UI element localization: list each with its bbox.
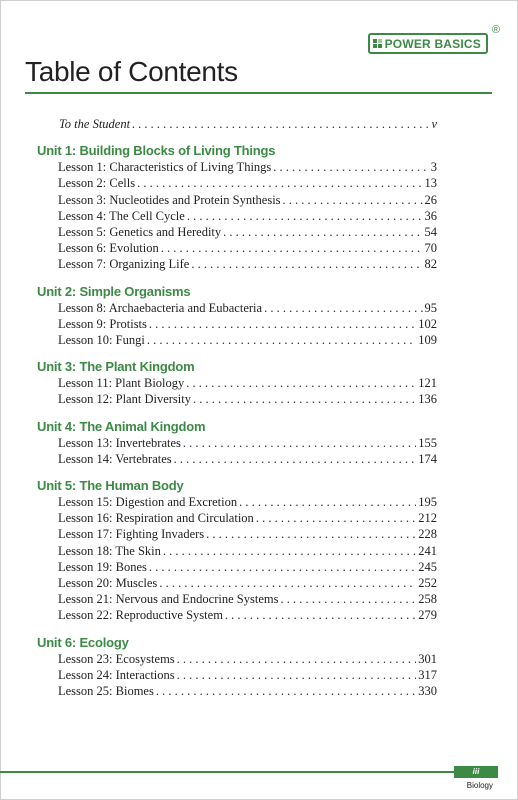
toc-entry-title: Lesson 19: Bones	[58, 559, 147, 574]
toc-entry-title: Lesson 25: Biomes	[58, 684, 154, 699]
toc-entry-lesson[interactable]	[37, 526, 437, 542]
toc-entry-page: 195	[418, 495, 437, 510]
toc-entry-page: 301	[418, 651, 437, 666]
toc-entry-page: 258	[418, 592, 437, 607]
toc-entry-page: 228	[418, 527, 437, 542]
toc-entry-title: Lesson 10: Fungi	[58, 333, 145, 348]
toc-entry-title: Lesson 18: The Skin	[58, 543, 161, 558]
unit-heading: Unit 2: Simple Organisms	[37, 283, 191, 299]
toc-entry-lesson[interactable]	[37, 224, 437, 240]
toc-entry-page: 155	[418, 435, 437, 450]
footer-divider	[0, 771, 455, 773]
toc-entry-page: 26	[424, 192, 437, 207]
toc-entry-lesson[interactable]	[37, 435, 437, 451]
toc-entry-lesson[interactable]	[37, 240, 437, 256]
dot-leader	[149, 316, 416, 332]
toc-entry-title: Lesson 23: Ecosystems	[58, 651, 175, 666]
toc-entry-title: Lesson 2: Cells	[58, 176, 136, 191]
page-title: Table of Contents	[25, 56, 238, 87]
toc-entry-lesson[interactable]	[37, 192, 437, 208]
dot-leader	[223, 224, 422, 240]
toc-entry-page: 36	[424, 208, 437, 223]
toc-entry-lesson[interactable]	[37, 256, 437, 272]
toc-entry-page: 330	[418, 684, 437, 699]
dot-leader	[156, 683, 416, 699]
toc-entry-page: 241	[418, 543, 437, 558]
unit-heading: Unit 3: The Plant Kingdom	[37, 359, 195, 375]
toc-entry-lesson[interactable]	[37, 175, 437, 191]
dot-leader	[191, 256, 422, 272]
toc-entry-title: Lesson 7: Organizing Life	[58, 257, 190, 272]
toc-entry-title: Lesson 22: Reproductive System	[58, 608, 223, 623]
toc-entry-title: Lesson 14: Vertebrates	[58, 451, 172, 466]
dot-leader	[273, 159, 428, 175]
logo-grid-icon	[373, 39, 382, 48]
toc-entry-title: Lesson 21: Nervous and Endocrine Systems	[58, 592, 279, 607]
dot-leader	[256, 510, 416, 526]
toc-entry-lesson[interactable]	[37, 451, 437, 467]
dot-leader	[186, 375, 416, 391]
toc-entry-page: 136	[418, 392, 437, 407]
toc-entry-page: 174	[418, 451, 437, 466]
dot-leader	[174, 451, 417, 467]
toc-entry-title: Lesson 20: Muscles	[58, 576, 158, 591]
toc-entry-page: 3	[430, 160, 437, 175]
dot-leader	[147, 332, 416, 348]
unit-section	[37, 358, 437, 407]
toc-entry-lesson[interactable]	[37, 667, 437, 683]
dot-leader	[149, 559, 416, 575]
toc-entry-title: Lesson 24: Interactions	[58, 667, 175, 682]
toc-entry-lesson[interactable]	[37, 391, 437, 407]
toc-entry-page: 82	[424, 257, 437, 272]
toc-entry-lesson[interactable]	[37, 316, 437, 332]
dot-leader	[280, 591, 416, 607]
footer-subject: Biology	[466, 781, 493, 790]
toc-entry-page: 212	[418, 511, 437, 526]
unit-section	[37, 283, 437, 349]
logo-text: POWER BASICS	[384, 36, 481, 51]
toc-entry-title: Lesson 3: Nucleotides and Protein Synthesis	[58, 192, 281, 207]
dot-leader	[193, 391, 416, 407]
toc-entry-lesson[interactable]	[37, 559, 437, 575]
toc-entry-title: Lesson 1: Characteristics of Living Things	[58, 160, 272, 175]
toc-entry-title: Lesson 8: Archaebacteria and Eubacteria	[58, 300, 263, 315]
title-divider	[25, 92, 492, 94]
toc-entry-page: 70	[424, 241, 437, 256]
dot-leader	[177, 651, 417, 667]
footer-bar	[0, 766, 518, 778]
toc-entry-page: 279	[418, 608, 437, 623]
dot-leader	[132, 116, 429, 132]
toc-entry-lesson[interactable]	[37, 543, 437, 559]
toc-entry-title: Lesson 17: Fighting Invaders	[58, 527, 205, 542]
toc-entry-page: 102	[418, 316, 437, 331]
dot-leader	[239, 494, 416, 510]
toc-entry-page: 13	[424, 176, 437, 191]
dot-leader	[183, 435, 416, 451]
toc-entry-intro[interactable]	[37, 116, 437, 132]
unit-heading: Unit 5: The Human Body	[37, 478, 184, 494]
toc-entry-lesson[interactable]	[37, 683, 437, 699]
toc-entry-lesson[interactable]	[37, 651, 437, 667]
unit-heading: Unit 4: The Animal Kingdom	[37, 418, 206, 434]
toc-entry-page: 245	[418, 559, 437, 574]
toc-entry-page: 121	[418, 376, 437, 391]
toc-entry-lesson[interactable]	[37, 208, 437, 224]
power-basics-logo	[368, 33, 488, 54]
unit-heading: Unit 6: Ecology	[37, 634, 129, 650]
dot-leader	[177, 667, 417, 683]
page-number: iii	[454, 766, 498, 778]
toc-entry-page: v	[431, 117, 437, 131]
dot-leader	[137, 175, 422, 191]
toc-entry-title: Lesson 15: Digestion and Excretion	[58, 495, 238, 510]
unit-section	[37, 418, 437, 467]
toc-entry-lesson[interactable]	[37, 575, 437, 591]
toc-entry-title: Lesson 5: Genetics and Heredity	[58, 225, 222, 240]
toc-entry-page: 54	[424, 225, 437, 240]
dot-leader	[283, 192, 423, 208]
toc-entry-lesson[interactable]	[37, 332, 437, 348]
unit-heading: Unit 1: Building Blocks of Living Things	[37, 143, 276, 159]
dot-leader	[163, 543, 416, 559]
table-of-contents	[37, 116, 437, 709]
toc-entry-page: 95	[424, 300, 437, 315]
toc-entry-lesson[interactable]	[37, 159, 437, 175]
unit-section	[37, 142, 437, 272]
toc-entry-lesson[interactable]	[37, 300, 437, 316]
toc-entry-title: Lesson 12: Plant Diversity	[58, 392, 191, 407]
toc-entry-title: To the Student	[59, 117, 131, 131]
registered-mark: ®	[491, 24, 500, 36]
unit-section	[37, 477, 437, 624]
toc-entry-lesson[interactable]	[37, 607, 437, 623]
dot-leader	[206, 526, 416, 542]
dot-leader	[225, 607, 416, 623]
toc-entry-title: Lesson 16: Respiration and Circulation	[58, 511, 254, 526]
toc-entry-lesson[interactable]	[37, 494, 437, 510]
toc-entry-lesson[interactable]	[37, 591, 437, 607]
toc-entry-title: Lesson 11: Plant Biology	[58, 376, 185, 391]
toc-entry-title: Lesson 6: Evolution	[58, 241, 159, 256]
dot-leader	[161, 240, 423, 256]
toc-entry-page: 109	[418, 333, 437, 348]
toc-entry-page: 317	[418, 667, 437, 682]
dot-leader	[159, 575, 416, 591]
dot-leader	[187, 208, 423, 224]
toc-entry-title: Lesson 4: The Cell Cycle	[58, 208, 185, 223]
toc-entry-title: Lesson 13: Invertebrates	[58, 435, 181, 450]
toc-entry-title: Lesson 9: Protists	[58, 316, 147, 331]
unit-section	[37, 634, 437, 700]
toc-entry-lesson[interactable]	[37, 375, 437, 391]
dot-leader	[264, 300, 422, 316]
toc-entry-lesson[interactable]	[37, 510, 437, 526]
toc-entry-page: 252	[418, 576, 437, 591]
